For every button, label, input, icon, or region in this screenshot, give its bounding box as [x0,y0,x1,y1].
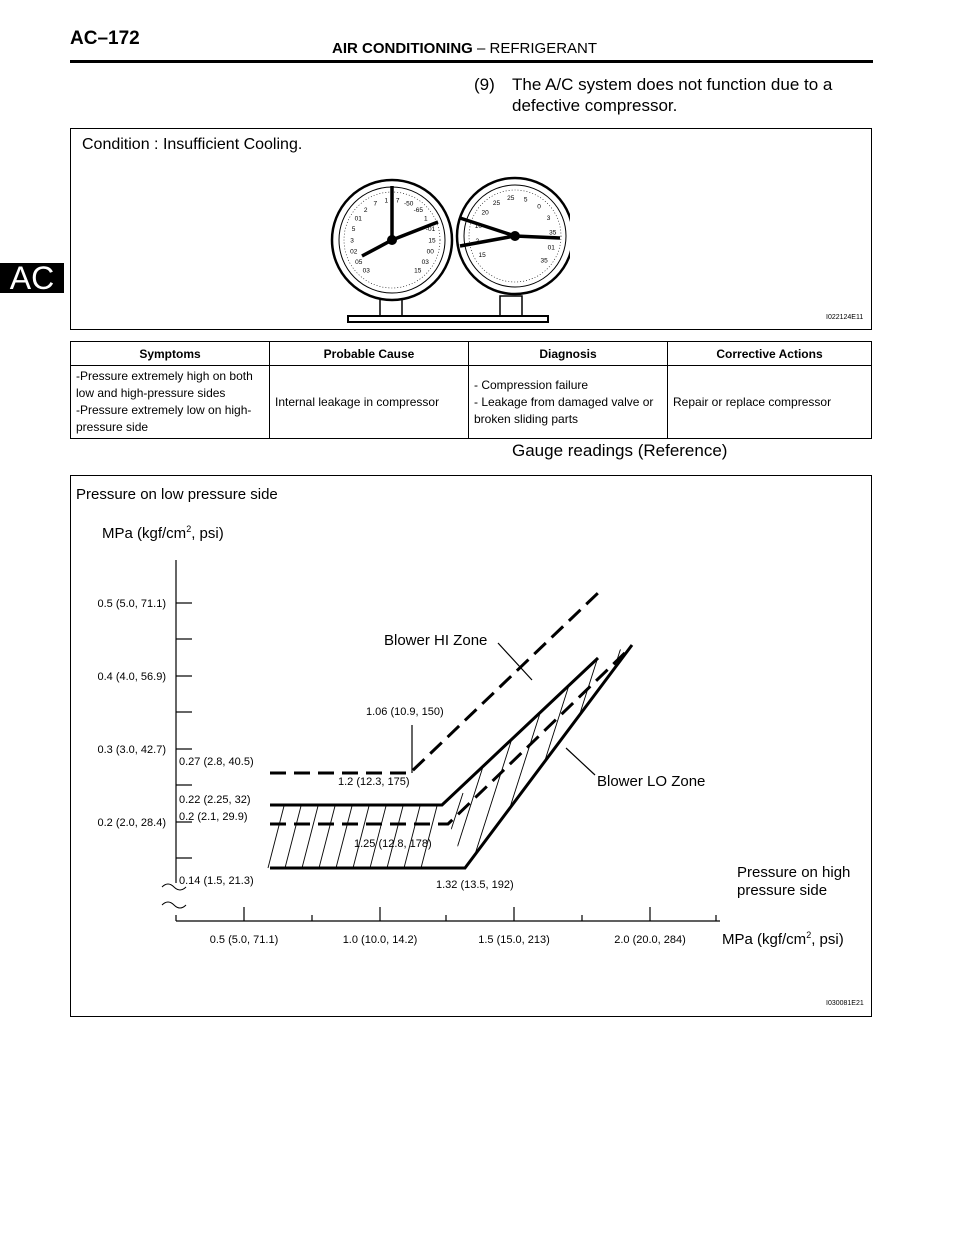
leader-lo-zone [566,748,595,775]
x-axis-break [162,902,186,908]
symptom-line: pressure side [76,420,149,434]
header-title [332,40,597,57]
gauge-numeral: -01 [425,226,436,234]
annotation-0-14: 0.14 (1.5, 21.3) [179,875,254,887]
cell-probable-cause: Internal leakage in compressor [270,366,469,439]
gauge-numeral: 03 [362,267,370,275]
annotation-1-06: 1.06 (10.9, 150) [366,706,444,718]
blower-hi-zone-label: Blower HI Zone [384,632,488,649]
low-pressure-gauge [332,180,452,300]
blower-lo-zone-label: Blower LO Zone [597,773,706,790]
gauge-numeral: 3 [350,237,354,245]
y-tick-label: 0.4 (4.0, 56.9) [97,671,166,683]
table-row [71,366,872,439]
gauge-numeral: 01 [547,244,555,252]
gauge-numeral: 7 [373,200,378,208]
flat-hatching [268,806,437,868]
gauge-numeral: 1 [423,215,428,223]
low-side-title: Pressure on low pressure side [76,486,278,503]
step-text: The A/C system does not function due to a defective compressor. [512,75,833,115]
gauge-numeral: 05 [355,259,363,267]
gauge-numeral: 0 [537,203,541,211]
x-tick-label: 1.5 (15.0, 213) [478,934,550,946]
symptom-line: low and high-pressure sides [76,386,226,400]
figure-condition: Condition : Insufficient Cooling. [82,136,303,153]
lo-zone-hatching [285,635,645,870]
gauge-readings-caption: Gauge readings (Reference) [512,441,728,460]
gauge-numeral: 2 [363,206,368,214]
step-number: (9) [474,75,495,94]
diagnosis-line: broken sliding parts [474,411,579,426]
title-separator: – [477,40,486,57]
annotation-1-32: 1.32 (13.5, 192) [436,879,514,891]
gauge-numeral: 5 [523,196,528,204]
hi-zone-upper-line [270,593,598,773]
gauge-numeral: 2 [475,237,480,245]
gauge-numeral: 15 [428,237,436,245]
x-unit-label: MPa ($kgf/cm^2$, psi) [722,930,844,948]
section-title: AIR CONDITIONING [332,40,473,57]
gauge-numeral: 35 [549,229,557,237]
header-corrective-actions: Corrective Actions [668,342,872,366]
gauge-numeral: 1 [384,197,389,205]
diagnosis-table [70,341,872,439]
table-header-row [71,342,872,366]
header-rule [70,60,873,63]
high-pressure-gauge [457,178,570,294]
gauge-numeral: 15 [414,267,422,275]
figure-code: I030081E21 [826,1000,864,1007]
pressure-graph [70,475,872,1017]
gauge-numeral: 25 [507,195,515,203]
gauge-set-illustration [310,170,570,330]
annotation-0-27: 0.27 (2.8, 40.5) [179,756,254,768]
side-tab: AC [0,263,64,293]
y-tick-label: 0.5 (5.0, 71.1) [97,598,166,610]
y-unit-label: MPa ($kgf/cm^2$, psi) [102,524,224,542]
gauge-numeral: 5 [351,226,356,234]
figure-code: I022124E11 [826,314,864,321]
gauge-numeral: -65 [413,206,424,214]
header-probable-cause: Probable Cause [270,342,469,366]
gauge-numeral: 20 [481,209,489,217]
gauge-numeral: 01 [354,215,362,223]
gauge-numeral: 3 [546,215,551,223]
gauge-numeral: 7 [395,197,400,205]
cell-corrective-action: Repair or replace compressor [668,366,872,439]
header-symptoms: Symptoms [71,342,270,366]
subsection-title: REFRIGERANT [489,40,598,57]
gauge-numeral: 10 [474,222,483,230]
cell-symptoms [71,366,270,439]
header-diagnosis: Diagnosis [469,342,668,366]
manifold-bar [348,316,548,322]
annotation-1-25: 1.25 (12.8, 178) [354,838,432,850]
symptom-line: -Pressure extremely low on high- [76,403,252,417]
gauge-numeral: 02 [350,248,358,256]
x-tick-label: 0.5 (5.0, 71.1) [209,934,279,946]
x-tick-label: 2.0 (20.0, 284) [614,934,686,946]
page-number: AC–172 [70,28,140,49]
lo-zone-upper-line [270,658,598,805]
y-tick-label: 0.3 (3.0, 42.7) [97,744,166,756]
high-side-title-line2: pressure side [737,882,828,899]
symptom-line: -Pressure extremely high on both [76,369,253,383]
gauge-numeral: -50 [403,200,414,208]
annotation-0-22: 0.22 (2.25, 32) [179,794,251,806]
diagnosis-line: - Compression failure [474,377,589,392]
x-tick-label: 1.0 (10.0, 14.2) [342,934,418,946]
high-side-title-line1: Pressure on high [737,864,851,881]
cell-diagnosis [469,366,668,439]
gauge-numeral: 15 [478,252,486,259]
gauge-numeral: 03 [421,259,429,267]
y-tick-label: 0.2 (2.0, 28.4) [97,817,166,829]
high-gauge-stem [500,296,522,316]
annotation-0-2: 0.2 (2.1, 29.9) [179,811,248,823]
annotation-1-2: 1.2 (12.3, 175) [338,776,410,788]
diagnosis-line: - Leakage from damaged valve or [474,394,654,409]
gauge-numeral: 25 [492,199,501,207]
gauge-numeral: 35 [540,257,548,265]
gauge-numeral: 00 [426,248,434,256]
